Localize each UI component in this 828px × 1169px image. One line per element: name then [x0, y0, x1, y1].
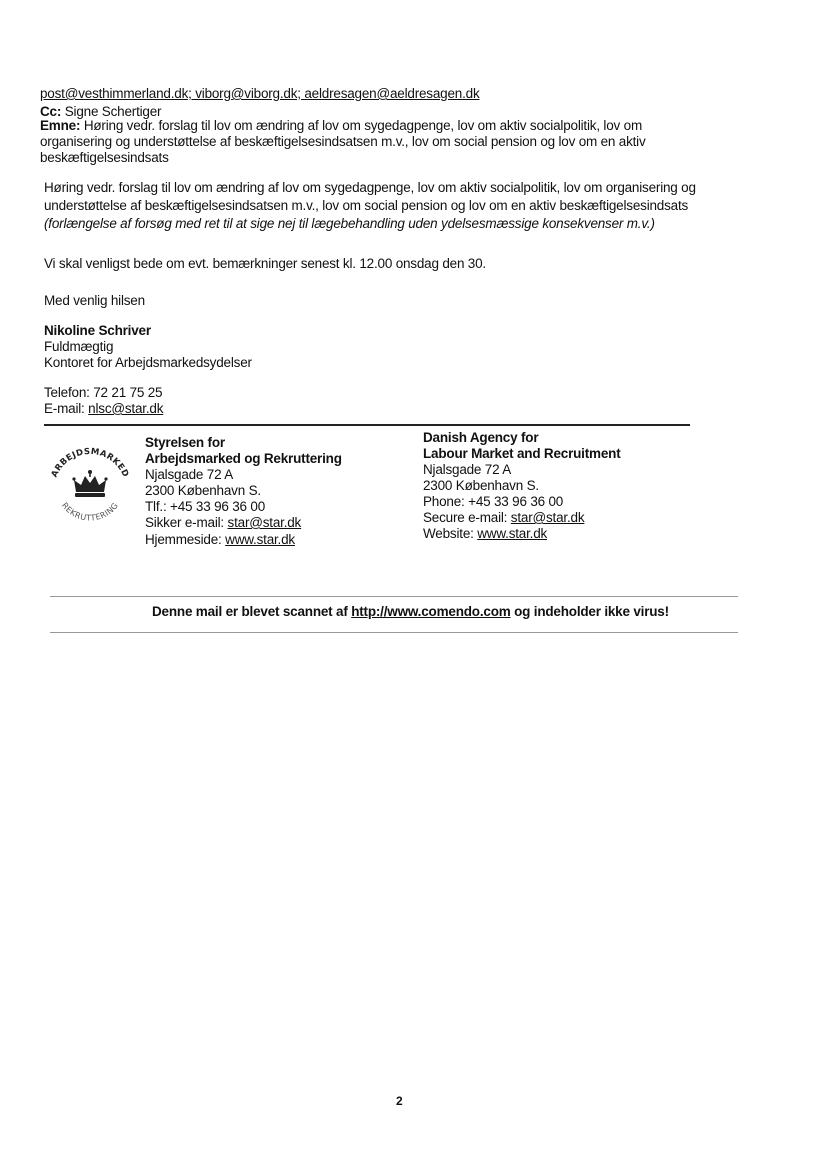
- agency-en-line2: Labour Market and Recruitment: [423, 446, 621, 461]
- agency-en-secure-email-link[interactable]: star@star.dk: [510, 510, 585, 525]
- agency-da-address2: 2300 København S.: [145, 483, 261, 498]
- logo-ring-bottom-text: REKRUTTERING: [59, 500, 121, 523]
- agency-en-web-line: [423, 526, 547, 542]
- signature-office: Kontoret for Arbejdsmarkedsydelser: [44, 355, 252, 370]
- signature-phone: Telefon: 72 21 75 25: [44, 385, 163, 400]
- logo-ring-top-text: ARBEJDSMARKED: [49, 446, 131, 480]
- subject-line-1: [40, 118, 665, 134]
- svg-text:REKRUTTERING: [60, 501, 120, 523]
- scan-notice-after: og indeholder ikke virus!: [514, 604, 669, 619]
- signature-divider: [44, 424, 690, 426]
- agency-da-secure-email-link[interactable]: star@star.dk: [227, 515, 302, 530]
- page-number: 2: [396, 1094, 403, 1108]
- agency-da-phone: Tlf.: +45 33 96 36 00: [145, 499, 266, 514]
- subject-label: Emne:: [40, 118, 81, 133]
- scan-notice-before: Denne mail er blevet scannet af: [152, 604, 348, 619]
- agency-da-web-line: [145, 532, 295, 548]
- agency-da-web-link[interactable]: www.star.dk: [225, 532, 295, 547]
- agency-en-phone: Phone: +45 33 96 36 00: [423, 494, 564, 509]
- signature-title: Fuldmægtig: [44, 339, 114, 354]
- agency-da-line1: Styrelsen for: [145, 435, 225, 450]
- agency-en-line1: Danish Agency for: [423, 430, 539, 445]
- greeting: Med venlig hilsen: [44, 293, 145, 308]
- body-paragraph-1-line-1: Høring vedr. forslag til lov om ændring af lov om sygedagpenge, lov om aktiv socialpolitik, lov om organisering og: [44, 180, 696, 195]
- signature-email-link[interactable]: nlsc@star.dk: [88, 401, 164, 416]
- cc-label: Cc:: [40, 104, 62, 119]
- cc-value: Signe Schertiger: [64, 104, 162, 119]
- subject-line-3: beskæftigelsesindsats: [40, 150, 169, 165]
- signature-email-line: [44, 401, 163, 417]
- agency-da-address1: Njalsgade 72 A: [145, 467, 234, 482]
- to-recipients-line[interactable]: post@vesthimmerland.dk; viborg@viborg.dk; aeldresagen@aeldresagen.dk: [40, 86, 480, 101]
- agency-en-secure-label: Secure e-mail:: [423, 510, 508, 525]
- agency-en-web-link[interactable]: www.star.dk: [477, 526, 548, 541]
- agency-en-secure-email-line: [423, 510, 584, 526]
- subject-text-1: Høring vedr. forslag til lov om ændring af lov om sygedagpenge, lov om aktiv socialpolitik, lov om: [83, 118, 642, 133]
- scan-notice-top-rule: [50, 596, 738, 597]
- agency-da-secure-email-line: [145, 515, 301, 531]
- agency-en-web-label: Website:: [423, 526, 474, 541]
- agency-en-address2: 2300 København S.: [423, 478, 539, 493]
- body-paragraph-1-line-2: understøttelse af beskæftigelsesindsatsen m.v., lov om social pension og lov om en aktiv beskæftigelsesindsats: [44, 198, 689, 213]
- crown-icon: [72, 470, 107, 497]
- signature-name: Nikoline Schriver: [44, 323, 151, 338]
- agency-logo: [44, 440, 136, 532]
- scan-notice: [152, 604, 669, 620]
- agency-da-line2: Arbejdsmarked og Rekruttering: [145, 451, 342, 466]
- scan-notice-bottom-rule: [50, 632, 738, 633]
- body-paragraph-2: Vi skal venligst bede om evt. bemærkninger senest kl. 12.00 onsdag den 30.: [44, 256, 486, 271]
- signature-email-label: E-mail:: [44, 401, 85, 416]
- body-paragraph-1-line-3: (forlængelse af forsøg med ret til at sige nej til lægebehandling uden ydelsesmæssige konsekvenser m.v.): [44, 216, 655, 231]
- agency-en-address1: Njalsgade 72 A: [423, 462, 512, 477]
- subject-line-2: organisering og understøttelse af beskæftigelsesindsatsen m.v., lov om social pension og lov om en aktiv: [40, 134, 646, 149]
- agency-da-secure-label: Sikker e-mail:: [145, 515, 224, 530]
- scan-notice-link[interactable]: http://www.comendo.com: [351, 604, 511, 619]
- agency-da-web-label: Hjemmeside:: [145, 532, 222, 547]
